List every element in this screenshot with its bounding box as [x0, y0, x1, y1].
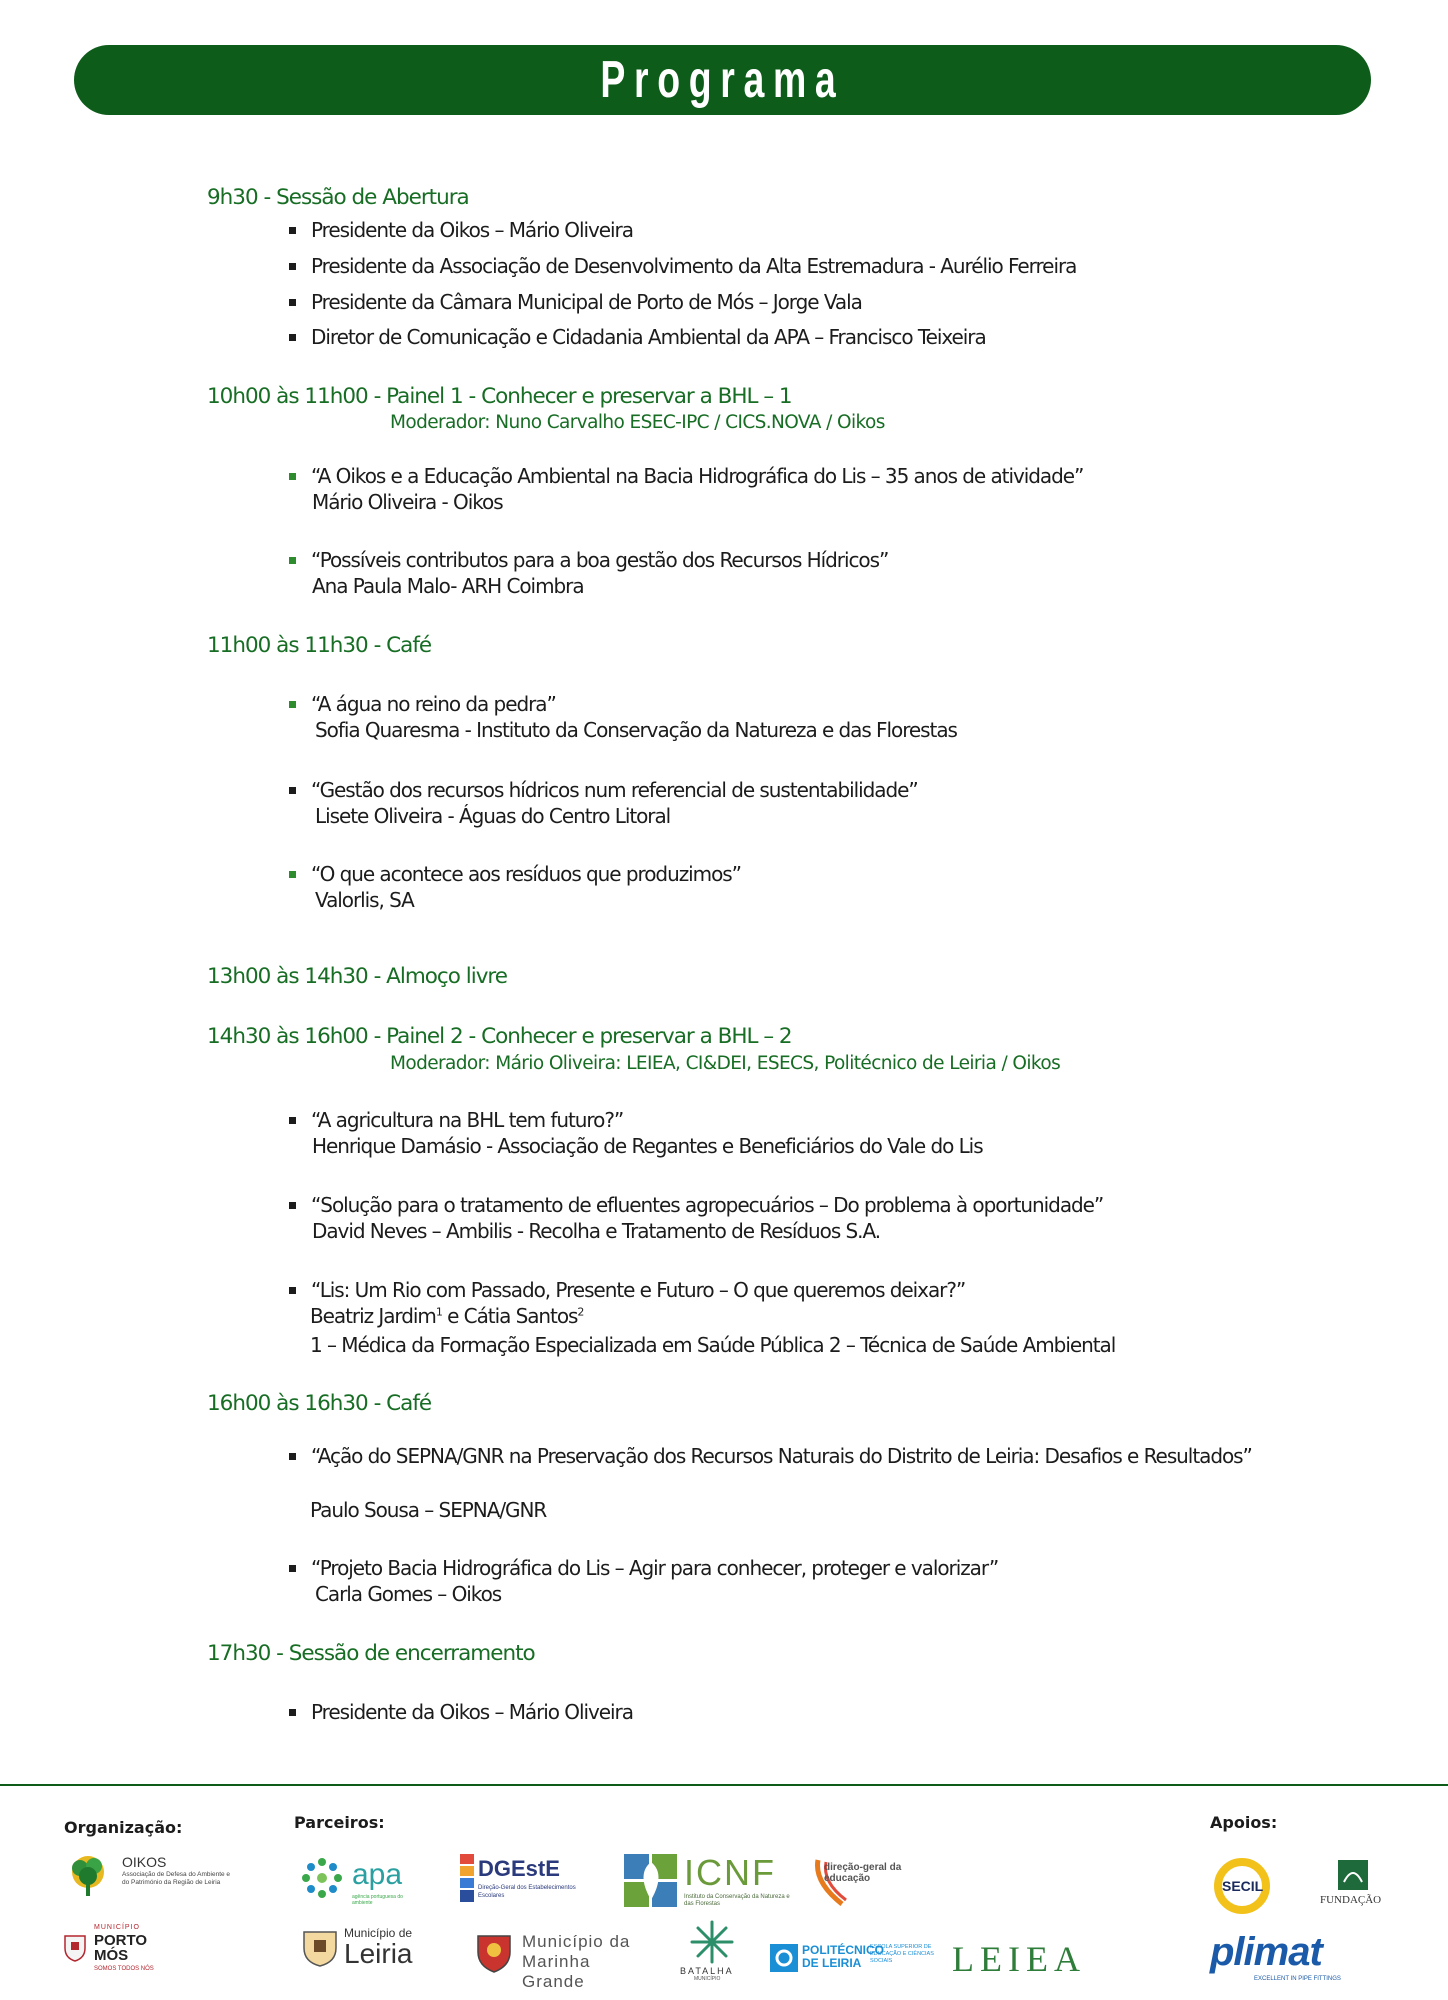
- leiea-logo[interactable]: [952, 1938, 1086, 1982]
- bullet-icon: [289, 334, 296, 341]
- fundacao-name: FUNDAÇÃO: [1320, 1894, 1382, 1906]
- coat-of-arms-icon: [64, 1934, 86, 1962]
- talk-title: “A agricultura na BHL tem futuro?”: [311, 1108, 624, 1132]
- bullet-icon: [289, 871, 296, 878]
- coat-of-arms-icon: [476, 1932, 512, 1974]
- footnote-marker: 2: [577, 1305, 584, 1319]
- plimat-tagline: EXCELLENT IN PIPE FITTINGS: [1254, 1976, 1341, 1982]
- speaker-name: Beatriz Jardim: [310, 1304, 436, 1328]
- bullet-icon: [289, 701, 296, 708]
- talk-speaker: Mário Oliveira - Oikos: [312, 490, 503, 514]
- bullet-icon: [289, 1202, 296, 1209]
- icnf-subtitle: Instituto da Conservação da Natureza e das Florestas: [684, 1894, 790, 1907]
- apoios-label: Apoios:: [1210, 1813, 1278, 1832]
- footnote-marker: 1: [435, 1305, 442, 1319]
- section-title-coffee2: 16h00 às 16h30 - Café: [207, 1391, 432, 1416]
- dgeste-logo[interactable]: [460, 1852, 600, 1908]
- talk-title: “Lis: Um Rio com Passado, Presente e Futuro – O que queremos deixar?”: [311, 1278, 966, 1302]
- talk-title: “A água no reino da pedra”: [311, 692, 556, 716]
- coat-of-arms-icon: [302, 1928, 338, 1968]
- bullet-icon: [289, 787, 296, 794]
- batalha-logo[interactable]: [678, 1920, 748, 1982]
- dgeste-bars-icon: [460, 1854, 474, 1904]
- talk-speaker: Lisete Oliveira - Águas do Centro Litoral: [315, 804, 671, 828]
- affiliation-note: 1 – Médica da Formação Especializada em Saúde Pública 2 – Técnica de Saúde Ambiental: [310, 1333, 1116, 1357]
- parceiros-label: Parceiros:: [294, 1813, 385, 1832]
- page-title: Programa: [600, 51, 845, 109]
- leiria-name: Leiria: [344, 1938, 413, 1969]
- talk-title: “Gestão dos recursos hídricos num referencial de sustentabilidade”: [311, 778, 918, 802]
- list-item: Presidente da Associação de Desenvolvimento da Alta Estremadura - Aurélio Ferreira: [311, 254, 1077, 278]
- bullet-icon: [289, 1117, 296, 1124]
- talk-title: “A Oikos e a Educação Ambiental na Bacia Hidrográfica do Lis – 35 anos de atividade”: [311, 464, 1084, 488]
- section-title-opening: 9h30 - Sessão de Abertura: [207, 185, 469, 210]
- talk-speaker: Sofia Quaresma - Instituto da Conservação da Natureza e das Florestas: [315, 718, 957, 742]
- marinha-grande-logo[interactable]: [476, 1930, 656, 1991]
- list-item: Presidente da Câmara Municipal de Porto de Mós – Jorge Vala: [311, 290, 862, 314]
- oikos-logo[interactable]: [64, 1852, 234, 1902]
- dge-name: direção-geral da educação: [824, 1862, 902, 1884]
- talk-speaker: Carla Gomes – Oikos: [315, 1582, 502, 1606]
- leiria-top: Município de: [344, 1926, 413, 1940]
- porto-mos-logo[interactable]: [64, 1922, 174, 1978]
- batalha-star-icon: [690, 1920, 734, 1964]
- bullet-icon: [289, 1565, 296, 1572]
- marinha-name: Marinha Grande: [522, 1952, 591, 1991]
- footer-divider: [0, 1784, 1448, 1786]
- bullet-icon: [289, 1453, 296, 1460]
- oikos-subtitle: Associação de Defesa do Ambiente e do Património da Região de Leiria: [122, 1871, 231, 1886]
- bullet-icon: [289, 1709, 296, 1716]
- talk-title: “Solução para o tratamento de efluentes agropecuários – Do problema à oportunidade”: [311, 1193, 1104, 1217]
- politecnico-icon: [770, 1944, 798, 1972]
- talk-speaker: Henrique Damásio - Associação de Regantes e Beneficiários do Vale do Lis: [312, 1134, 983, 1158]
- oikos-name: OIKOS: [122, 1854, 167, 1870]
- apa-name: apa: [352, 1858, 403, 1891]
- leiria-logo[interactable]: [302, 1924, 432, 1974]
- bullet-icon: [289, 299, 296, 306]
- plimat-logo[interactable]: [1210, 1930, 1360, 1984]
- talk-speaker: Ana Paula Malo- ARH Coimbra: [312, 574, 584, 598]
- talk-title: “Projeto Bacia Hidrográfica do Lis – Agir para conhecer, proteger e valorizar”: [311, 1556, 999, 1580]
- organizacao-label: Organização:: [64, 1818, 183, 1837]
- talk-speaker: David Neves – Ambilis - Recolha e Tratamento de Resíduos S.A.: [312, 1219, 881, 1243]
- talk-title: “Ação do SEPNA/GNR na Preservação dos Recursos Naturais do Distrito de Leiria: Desafios e Resultados”: [311, 1444, 1252, 1468]
- bullet-icon: [289, 473, 296, 480]
- icnf-logo[interactable]: [624, 1852, 794, 1912]
- fundacao-emblem-icon: [1338, 1860, 1368, 1890]
- apa-dots-icon: [300, 1856, 344, 1900]
- porto-mos-top: MUNICÍPIO: [94, 1924, 140, 1931]
- icnf-leaf-icon: [624, 1854, 678, 1908]
- politecnico-school: ESCOLA SUPERIOR DE EDUCAÇÃO E CIÊNCIAS SOCIAIS: [870, 1944, 934, 1964]
- program-header: [74, 45, 1371, 115]
- bullet-icon: [289, 557, 296, 564]
- dge-logo[interactable]: [812, 1852, 912, 1912]
- apa-subtitle: agência portuguesa do ambiente: [352, 1894, 403, 1906]
- tree-icon: [64, 1852, 112, 1900]
- secil-logo[interactable]: [1214, 1858, 1274, 1918]
- speaker-name: e Cátia Santos: [441, 1304, 578, 1328]
- list-item: Diretor de Comunicação e Cidadania Ambiental da APA – Francisco Teixeira: [311, 325, 986, 349]
- porto-mos-name: PORTO MÓS: [94, 1932, 148, 1964]
- secil-name: SECIL: [1222, 1878, 1264, 1894]
- marinha-top: Município da: [522, 1932, 631, 1951]
- porto-mos-tagline: SOMOS TODOS NÓS: [94, 1966, 154, 1972]
- list-item: Presidente da Oikos – Mário Oliveira: [311, 1700, 633, 1724]
- politecnico-name: POLITÉCNICO DE LEIRIA: [802, 1943, 885, 1970]
- bullet-icon: [289, 263, 296, 270]
- talk-title: “Possíveis contributos para a boa gestão dos Recursos Hídricos”: [311, 548, 889, 572]
- fundacao-logo[interactable]: [1318, 1860, 1390, 1916]
- batalha-sub: MUNICÍPIO: [694, 1976, 721, 1982]
- talk-speaker: Valorlis, SA: [315, 888, 414, 912]
- bullet-icon: [289, 227, 296, 234]
- section-title-panel2: 14h30 às 16h00 - Painel 2 - Conhecer e preservar a BHL – 2: [207, 1024, 792, 1049]
- plimat-name: plimat: [1210, 1930, 1322, 1974]
- moderator-panel2: Moderador: Mário Oliveira: LEIEA, CI&DEI, ESECS, Politécnico de Leiria / Oikos: [390, 1053, 1061, 1074]
- dgeste-name: DGEstE: [478, 1856, 560, 1881]
- section-title-closing: 17h30 - Sessão de encerramento: [207, 1641, 535, 1666]
- talk-speaker: Paulo Sousa – SEPNA/GNR: [310, 1498, 547, 1522]
- leiea-name: LEIEA: [952, 1939, 1086, 1979]
- section-title-coffee1: 11h00 às 11h30 - Café: [207, 633, 432, 658]
- dgeste-subtitle: Direção-Geral dos Estabelecimentos Escolares: [478, 1885, 576, 1899]
- moderator-panel1: Moderador: Nuno Carvalho ESEC-IPC / CICS.NOVA / Oikos: [390, 412, 885, 433]
- list-item: Presidente da Oikos – Mário Oliveira: [311, 218, 633, 242]
- section-title-panel1: 10h00 às 11h00 - Painel 1 - Conhecer e preservar a BHL – 1: [207, 384, 792, 409]
- icnf-name: ICNF: [684, 1852, 776, 1893]
- politecnico-leiria-logo[interactable]: [770, 1942, 940, 1978]
- talk-speakers: [310, 1304, 583, 1328]
- bullet-icon: [289, 1287, 296, 1294]
- batalha-name: BATALHA: [680, 1966, 734, 1976]
- talk-title: “O que acontece aos resíduos que produzimos”: [311, 862, 741, 886]
- apa-logo[interactable]: [300, 1856, 420, 1906]
- section-title-lunch: 13h00 às 14h30 - Almoço livre: [207, 964, 508, 989]
